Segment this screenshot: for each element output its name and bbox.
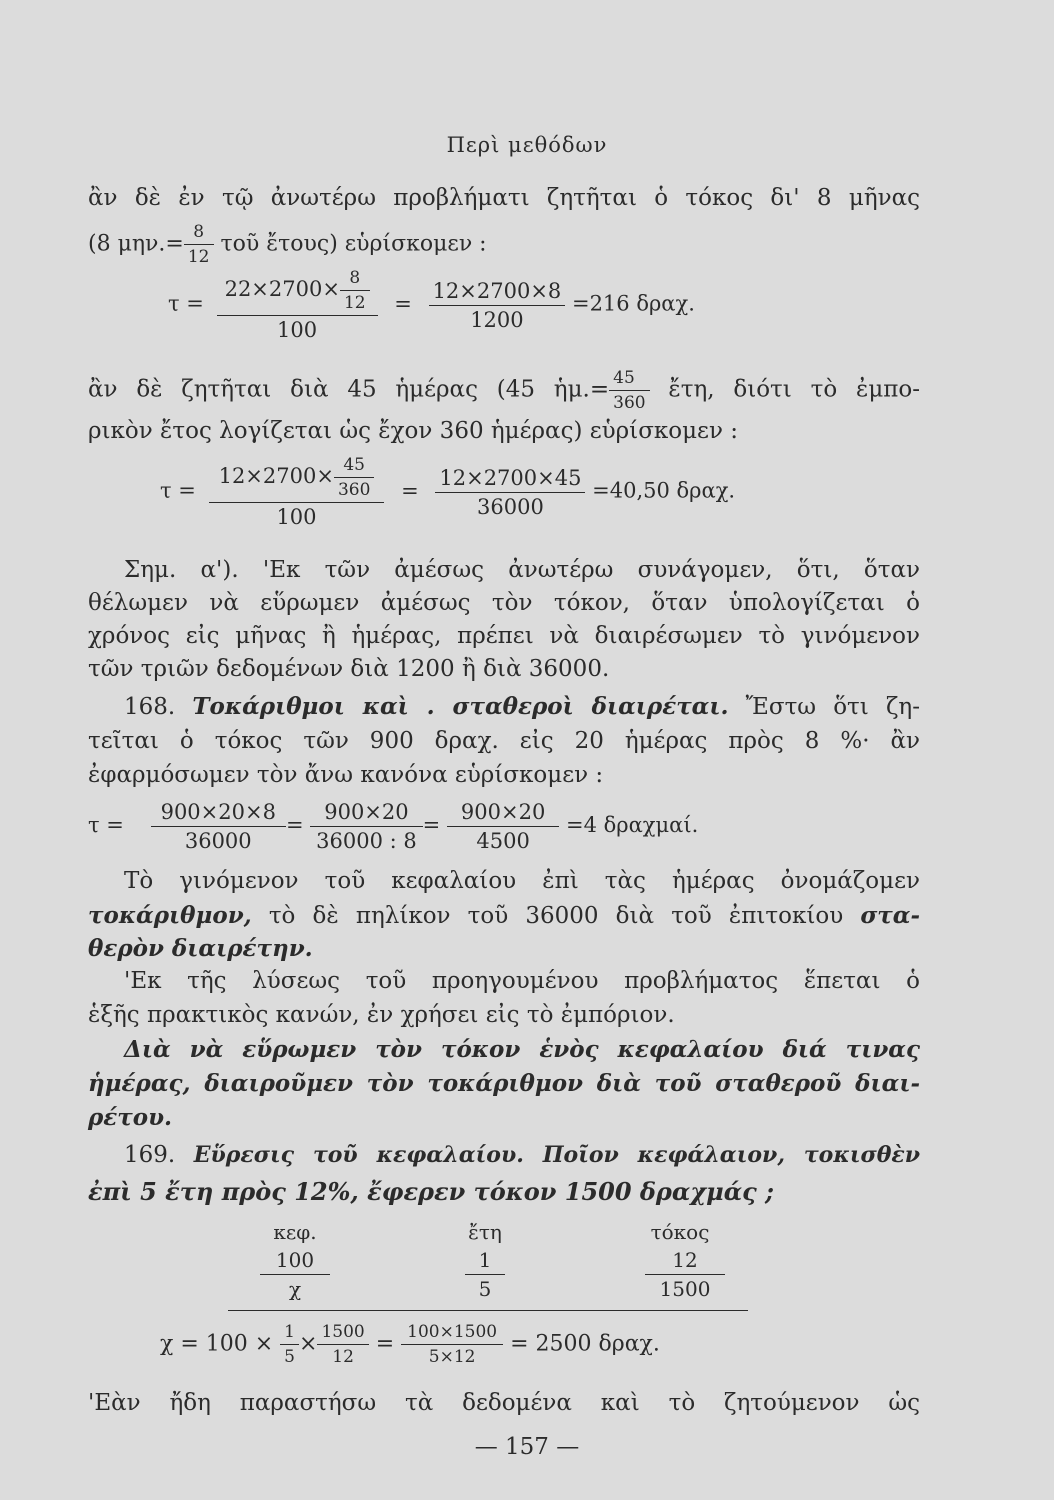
section-168-heading: 168. Τοκάριθμοι καὶ . σταθεροὶ διαιρέται. Ἔστω ὅτι ζη- [124, 693, 920, 720]
table-header: ἔτη [468, 1220, 502, 1244]
page-number: — 157 — [474, 1434, 580, 1460]
text-line: χρόνος εἰς μῆνας ἢ ἡμέρας, πρέπει νὰ διαιρέσωμεν τὸ γινόμενον [88, 623, 920, 649]
text-line: Σημ. α'). 'Εκ τῶν ἀμέσως ἀνωτέρω συνάγομεν, ὅτι, ὅταν [124, 557, 920, 583]
fraction: $\frac{8}{12}$ [184, 222, 214, 267]
text-line: θέλωμεν νὰ εὕρωμεν ἀμέσως τὸν τόκον, ὅταν ὑπολογίζεται ὁ [88, 590, 920, 616]
equation-2: τ = 12×2700× $\frac{45}{360}$ 100 = $\frac{12\times 2700\times 45}{36000}$ =40,50 δραχ. [160, 455, 736, 529]
text-line: 'Εκ τῆς λύσεως τοῦ προηγουμένου προβλήματος ἕπεται ὁ [124, 968, 920, 994]
equation-3: τ = $\frac{900\times 20\times 8}{36000}$ = $\frac{900\times 20}{36000 : 8}$ = $\frac{900\times 20}{4500}$ =4 δραχμαί. [88, 800, 699, 853]
equation-4: χ = 100 × $\frac{1}{5}$ × $\frac{1500}{12}$ = $\frac{100\times 1500}{5\times 12}$ = 2500 δραχ. [160, 1322, 660, 1367]
rule-text: ρέτου. [88, 1104, 173, 1131]
text-line: Τὸ γινόμενον τοῦ κεφαλαίου ἐπὶ τὰς ἡμέρας ὀνομάζομεν [124, 868, 920, 894]
text-line: (8 μην.= $\frac{8}{12}$ τοῦ ἔτους) εὑρίσκομεν : [88, 222, 487, 267]
text-line: ἂν δὲ ἐν τῷ ἀνωτέρω προβλήματι ζητῆται ὁ τόκος δι' 8 μῆνας [88, 185, 920, 211]
section-169-heading: 169. Εὕρεσις τοῦ κεφαλαίου. Ποῖον κεφάλαιον, τοκισθὲν [124, 1142, 921, 1168]
equation-1: τ = 22×2700× $\frac{8}{12}$ 100 = $\frac{12\times 2700\times 8}{1200}$ =216 δραχ. [168, 268, 695, 342]
text-line: ἂν δὲ ζητῆται διὰ 45 ἡμέρας (45 ἡμ.= $\frac{45}{360}$ ἔτη, διότι τὸ ἐμπο- [88, 368, 920, 413]
text-line: ρικὸν ἔτος λογίζεται ὡς ἔχον 360 ἡμέρας) εὑρίσκομεν : [88, 418, 739, 444]
table-header: τόκος [650, 1220, 710, 1244]
text-line: ἑξῆς πρακτικὸς κανών, ἐν χρήσει εἰς τὸ ἐμπόριον. [88, 1002, 675, 1028]
table-rule [228, 1310, 748, 1311]
text-line: τεῖται ὁ τόκος τῶν 900 δραχ. εἰς 20 ἡμέρας πρὸς 8 %· ἂν [88, 728, 920, 754]
text-line: θερὸν διαιρέτην. [88, 935, 313, 962]
text-line: τῶν τριῶν δεδομένων διὰ 1200 ἢ διὰ 36000. [88, 656, 610, 682]
table-cell: $\frac{12}{1500}$ [640, 1248, 730, 1301]
rule-text: ἡμέρας, διαιροῦμεν τὸν τοκάριθμον διὰ τοῦ σταθεροῦ διαι- [88, 1070, 920, 1097]
text-line: ἐφαρμόσωμεν τὸν ἄνω κανόνα εὑρίσκομεν : [88, 762, 604, 788]
text-line: τοκάριθμον, τὸ δὲ πηλίκον τοῦ 36000 διὰ τοῦ ἐπιτοκίου στα- [88, 902, 920, 929]
table-cell: $\frac{1}{5}$ [445, 1248, 525, 1301]
table-cell: $\frac{100}{\chi}$ [255, 1248, 335, 1301]
running-header: Περὶ μεθόδων [446, 133, 608, 157]
table-header: κεφ. [273, 1220, 317, 1244]
text-line: 'Εὰν ἤδη παραστήσω τὰ δεδομένα καὶ τὸ ζητούμενον ὡς [88, 1390, 920, 1416]
rule-text: Διὰ νὰ εὕρωμεν τὸν τόκον ἑνὸς κεφαλαίου διά τινας [124, 1036, 920, 1063]
text-line: ἐπὶ 5 ἔτη πρὸς 12%, ἔφερεν τόκον 1500 δραχμάς ; [88, 1177, 774, 1206]
